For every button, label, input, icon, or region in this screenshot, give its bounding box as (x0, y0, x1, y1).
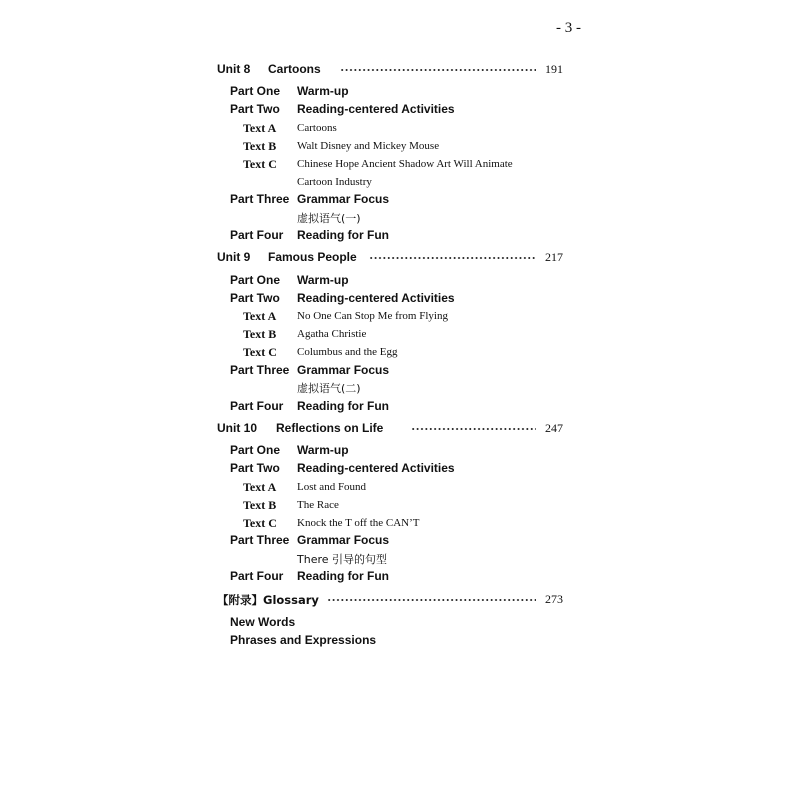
dot-leader (327, 594, 536, 602)
dot-leader (340, 64, 536, 72)
unit-title: Cartoons (268, 62, 321, 76)
text-code: Text A (243, 309, 277, 323)
part-title[interactable]: Warm-up (297, 443, 349, 457)
part-title[interactable]: Reading for Fun (297, 228, 389, 242)
text-code: Text C (243, 516, 277, 530)
part-title[interactable]: Grammar Focus (297, 363, 390, 377)
part-title[interactable]: Reading-centered Activities (297, 461, 455, 475)
page-number: - 3 - (556, 20, 581, 36)
text-code: Text C (243, 345, 277, 359)
text-code: Text A (243, 480, 277, 494)
part-title[interactable]: Grammar Focus (297, 192, 390, 206)
appendix-page-number: 273 (545, 592, 563, 606)
part-subtitle: There 引导的句型 (297, 553, 388, 566)
text-title[interactable]: No One Can Stop Me from Flying (297, 310, 448, 322)
part-label: Part Four (230, 228, 284, 242)
part-title[interactable]: Reading for Fun (297, 399, 389, 413)
unit-label: Unit 9 (217, 250, 251, 264)
part-subtitle: 虚拟语气(一) (297, 212, 361, 225)
part-label: Part Three (230, 533, 290, 547)
unit-10-heading[interactable] (217, 421, 563, 439)
unit-page-number: 191 (545, 62, 563, 76)
unit-8-heading[interactable] (217, 62, 563, 80)
part-label: Part Four (230, 399, 284, 413)
part-title[interactable]: Grammar Focus (297, 533, 390, 547)
text-title[interactable]: Chinese Hope Ancient Shadow Art Will Animate (297, 158, 513, 170)
text-title[interactable]: Agatha Christie (297, 328, 367, 340)
part-subtitle: 虚拟语气(二) (297, 382, 361, 395)
text-code: Text B (243, 498, 277, 512)
unit-9-heading[interactable] (217, 250, 563, 268)
unit-title: Reflections on Life (276, 421, 384, 435)
part-title[interactable]: Reading for Fun (297, 569, 389, 583)
text-title-continued[interactable]: Cartoon Industry (297, 176, 372, 188)
unit-label: Unit 8 (217, 62, 251, 76)
unit-page-number: 217 (545, 250, 563, 264)
part-label: Part Two (230, 291, 280, 305)
text-title[interactable]: Knock the T off the CAN’T (297, 517, 420, 529)
appendix-label: 【附录】Glossary (217, 593, 319, 607)
part-label: Part Two (230, 102, 280, 116)
text-title[interactable]: Lost and Found (297, 481, 367, 493)
unit-page-number: 247 (545, 421, 563, 435)
part-title[interactable]: Reading-centered Activities (297, 102, 455, 116)
part-label: Part Four (230, 569, 284, 583)
part-label: Part Three (230, 363, 290, 377)
part-title[interactable]: Warm-up (297, 273, 349, 287)
unit-title: Famous People (268, 250, 357, 264)
unit-label: Unit 10 (217, 421, 258, 435)
dot-leader (411, 423, 536, 431)
part-label: Part Three (230, 192, 290, 206)
part-label: Part Two (230, 461, 280, 475)
text-code: Text B (243, 327, 277, 341)
text-code: Text B (243, 139, 277, 153)
part-label: Part One (230, 443, 281, 457)
dot-leader (369, 252, 536, 260)
part-label: Part One (230, 84, 281, 98)
text-title[interactable]: Cartoons (297, 122, 337, 134)
text-code: Text C (243, 157, 277, 171)
part-title[interactable]: Warm-up (297, 84, 349, 98)
part-label: Part One (230, 273, 281, 287)
text-code: Text A (243, 121, 277, 135)
text-title[interactable]: The Race (297, 499, 339, 511)
appendix-item[interactable]: Phrases and Expressions (230, 633, 377, 647)
appendix-heading[interactable] (217, 592, 563, 610)
appendix-item[interactable]: New Words (230, 615, 296, 629)
text-title[interactable]: Columbus and the Egg (297, 346, 398, 358)
text-title[interactable]: Walt Disney and Mickey Mouse (297, 140, 440, 152)
part-title[interactable]: Reading-centered Activities (297, 291, 455, 305)
